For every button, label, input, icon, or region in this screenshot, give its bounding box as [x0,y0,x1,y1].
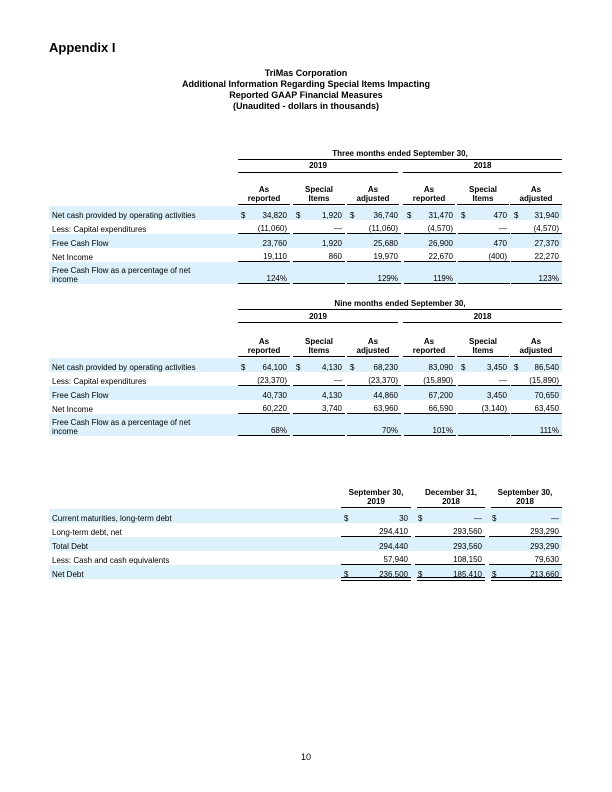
table-row: Less: Cash and cash equivalents 57,940 108,150 79,630 [49,551,562,565]
row-label: Less: Cash and cash equivalents [52,555,170,565]
row-label: Net cash provided by operating activities [49,358,238,372]
report-header [0,68,612,112]
table-row: Free Cash Flow as a percentage of net income 124% 129% 119% 123% [49,262,562,284]
col-as-reported: As reported [412,337,446,355]
divider [238,204,290,205]
divider [347,356,399,357]
three-months-year-2019: 2019 [309,161,327,170]
table-row: Less: Capital expenditures (23,370) — (23,370) (15,890) — (15,890) [49,372,562,386]
divider [510,204,562,205]
row-label: Free Cash Flow [49,234,238,248]
col-as-reported: As reported [247,185,281,203]
debt-col-sep-2018: September 30, 2018 [497,488,553,506]
divider [403,322,562,323]
col-as-adjusted: As adjusted [356,185,390,203]
page-number: 10 [300,752,311,762]
divider [457,204,509,205]
row-label: Long-term debt, net [52,527,122,537]
table-row: Free Cash Flow 23,760 1,920 25,680 26,900 470 27,370 [49,234,562,248]
divider [417,507,485,508]
row-label: Net cash provided by operating activities [49,206,238,220]
divider [238,356,290,357]
divider [403,204,455,205]
divider [457,356,509,357]
table-row: Net Debt $ 236,500 $ 185,410 $ 213,660 [49,565,562,579]
divider [347,204,399,205]
row-label: Net Debt [49,565,341,579]
row-label: Net Income [52,252,93,262]
row-label: Total Debt [49,537,341,551]
col-as-reported: As reported [412,185,446,203]
divider [293,356,345,357]
col-as-reported: As reported [247,337,281,355]
divider [403,172,562,173]
col-as-adjusted: As adjusted [519,185,553,203]
divider [403,356,455,357]
row-label: Free Cash Flow [49,386,238,400]
nine-months-year-2018: 2018 [473,312,492,321]
nine-months-table [49,358,562,436]
table-row: Net cash provided by operating activities $ 34,820 $ 1,920 $ 36,740 $ 31,470 $ 470 $ 31,940 [49,206,562,220]
row-label: Net Income [52,404,93,414]
row-label: Free Cash Flow as a percentage of net income [49,414,238,436]
company-name: TriMas Corporation [264,68,348,78]
row-label: Current maturities, long-term debt [49,509,341,523]
table-row: Net Income 19,110 860 19,970 22,670 (400) 22,270 [49,248,562,262]
double-underline [417,577,485,581]
divider [510,356,562,357]
divider [238,159,562,160]
divider [491,507,562,508]
row-label: Free Cash Flow as a percentage of net income [49,262,238,284]
table-row: Total Debt 294,440 293,560 293,290 [49,537,562,551]
table-row: Less: Capital expenditures (11,060) — (11,060) (4,570) — (4,570) [49,220,562,234]
table-row: Net cash provided by operating activities $ 64,100 $ 4,130 $ 68,230 83,090 $ 3,450 $ 86,540 [49,358,562,372]
appendix-title: Appendix I [49,40,116,55]
header-line-3: Reported GAAP Financial Measures [229,90,383,100]
divider [293,204,345,205]
header-line-2: Additional Information Regarding Special Items Impacting [181,79,431,89]
three-months-table [49,206,562,284]
col-special-items: Special Items [468,337,497,355]
col-as-adjusted: As adjusted [356,337,390,355]
divider [238,309,562,310]
double-underline [491,577,562,581]
divider [341,507,411,508]
double-underline [341,577,411,581]
divider [238,322,398,323]
table-row: Current maturities, long-term debt $ 30 $ — $ — [49,509,562,523]
header-line-4: (Unaudited - dollars in thousands) [233,101,379,111]
debt-col-dec-2018: December 31, 2018 [424,488,478,506]
table-row: Free Cash Flow as a percentage of net income 68% 70% 101% 111% [49,414,562,436]
table-row: Long-term debt, net 294,410 293,560 293,290 [49,523,562,537]
debt-col-sep-2019: September 30, 2019 [348,488,404,506]
col-special-items: Special Items [304,185,333,203]
divider [238,172,398,173]
row-label: Less: Capital expenditures [52,224,147,234]
nine-months-year-2019: 2019 [309,312,327,321]
col-special-items: Special Items [468,185,497,203]
col-special-items: Special Items [304,337,333,355]
nine-months-period: Nine months ended September 30, [334,299,466,308]
row-label: Less: Capital expenditures [52,376,147,386]
debt-table [49,509,562,579]
col-as-adjusted: As adjusted [519,337,553,355]
three-months-period: Three months ended September 30, [332,149,468,158]
three-months-year-2018: 2018 [473,161,492,170]
table-row: Free Cash Flow 40,730 4,130 44,860 67,200 3,450 70,650 [49,386,562,400]
table-row: Net Income 60,220 3,740 63,960 66,590 (3,140) 63,450 [49,400,562,414]
